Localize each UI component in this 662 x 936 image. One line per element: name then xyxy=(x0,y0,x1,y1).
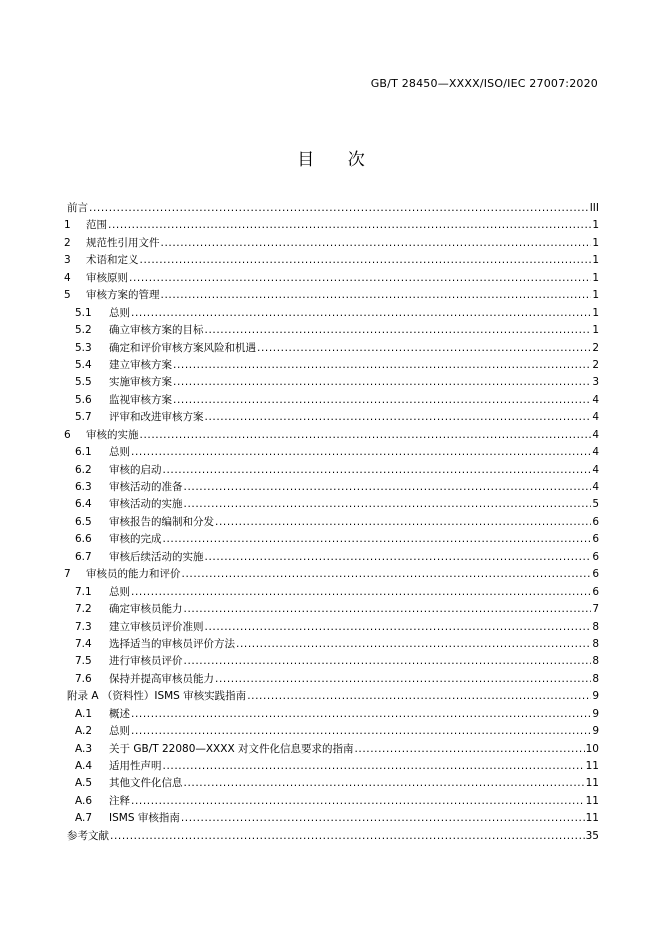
toc-dot-leader xyxy=(247,688,591,705)
toc-entry-label: 审核原则 xyxy=(86,271,128,284)
toc-entry-label: 注释 xyxy=(109,794,130,807)
toc-entry-label: 评审和改进审核方案 xyxy=(109,411,204,424)
toc-entry-page-number: 8 xyxy=(592,655,599,668)
toc-entry[interactable] xyxy=(64,636,599,653)
toc-entry-number: 7.4 xyxy=(75,637,92,650)
toc-entry-number: 7.6 xyxy=(75,672,92,685)
toc-entry[interactable] xyxy=(64,200,599,217)
toc-dot-leader xyxy=(129,270,591,287)
toc-entry-page-number: 4 xyxy=(592,428,599,441)
toc-entry-number: 6.5 xyxy=(75,515,92,528)
toc-entry-number: 7.2 xyxy=(75,603,92,616)
toc-entry-page-number: 8 xyxy=(592,637,599,650)
toc-entry-number: 2 xyxy=(64,236,71,249)
toc-dot-leader xyxy=(173,357,591,374)
toc-entry-page-number: 4 xyxy=(592,463,599,476)
toc-entry-number: 7.1 xyxy=(75,585,92,598)
toc-entry[interactable] xyxy=(64,427,599,444)
toc-entry-page-number: 2 xyxy=(592,341,599,354)
toc-entry[interactable] xyxy=(64,409,599,426)
toc-entry[interactable] xyxy=(64,287,599,304)
toc-entry[interactable] xyxy=(64,793,599,810)
toc-entry[interactable] xyxy=(64,775,599,792)
toc-entry-page-number: 7 xyxy=(592,603,599,616)
toc-dot-leader xyxy=(205,619,592,636)
toc-entry-page-number: 1 xyxy=(592,324,599,337)
toc-entry-label: 概述 xyxy=(109,707,130,720)
toc-entry[interactable] xyxy=(64,741,599,758)
toc-entry-label: 建立审核员评价准则 xyxy=(109,620,204,633)
toc-entry-label: 审核活动的准备 xyxy=(109,481,183,493)
toc-entry-page-number: 9 xyxy=(592,725,599,738)
toc-dot-leader xyxy=(89,200,589,217)
toc-entry-page-number: III xyxy=(589,202,599,214)
toc-entry[interactable] xyxy=(64,671,599,688)
toc-dot-leader xyxy=(184,653,592,670)
toc-entry-page-number: 8 xyxy=(592,620,599,633)
toc-entry-label: 附录 A （资料性）ISMS 审核实践指南 xyxy=(67,690,247,703)
toc-entry-number: 6.1 xyxy=(75,446,92,459)
toc-dot-leader xyxy=(181,810,585,827)
toc-entry-number: A.4 xyxy=(75,760,93,772)
toc-entry-number: 5.3 xyxy=(75,341,92,354)
toc-entry[interactable] xyxy=(64,688,599,705)
toc-dot-leader xyxy=(140,252,592,269)
toc-entry-page-number: 4 xyxy=(592,481,599,493)
toc-entry-page-number: 1 xyxy=(592,219,599,232)
toc-entry-page-number: 6 xyxy=(592,515,599,528)
toc-entry-number: 6.3 xyxy=(75,481,92,493)
toc-dot-leader xyxy=(205,549,592,566)
toc-entry[interactable] xyxy=(64,828,599,845)
toc-entry-number: 6 xyxy=(64,428,71,441)
document-identifier: GB/T 28450—XXXX/ISO/IEC 27007:2020 xyxy=(370,77,598,90)
toc-dot-leader xyxy=(205,409,592,426)
toc-entry-number: A.5 xyxy=(75,777,93,790)
toc-entry-label: 审核方案的管理 xyxy=(86,289,160,302)
toc-entry-page-number: 1 xyxy=(592,289,599,302)
toc-dot-leader xyxy=(131,444,591,461)
toc-entry-page-number: 4 xyxy=(592,446,599,459)
toc-entry-number: 5.7 xyxy=(75,411,92,424)
toc-entry[interactable] xyxy=(64,653,599,670)
toc-entry-number: 5.6 xyxy=(75,393,92,406)
toc-entry-page-number: 1 xyxy=(592,254,599,267)
toc-entry-label: 审核员的能力和评价 xyxy=(86,568,181,581)
toc-entry-page-number: 1 xyxy=(592,271,599,284)
toc-entry-number: 6.2 xyxy=(75,463,92,476)
toc-entry-label: 保持并提高审核员能力 xyxy=(109,672,214,685)
toc-entry-label: 审核活动的实施 xyxy=(109,498,183,511)
toc-entry-number: 5.2 xyxy=(75,324,92,337)
toc-dot-leader xyxy=(163,531,592,548)
toc-entry-page-number: 11 xyxy=(585,812,599,825)
toc-dot-leader xyxy=(163,462,592,479)
toc-entry-number: 6.6 xyxy=(75,533,92,546)
toc-entry-number: A.3 xyxy=(75,742,93,755)
toc-entry[interactable] xyxy=(64,252,599,269)
toc-entry[interactable] xyxy=(64,549,599,566)
toc-entry-label: 确定和评价审核方案风险和机遇 xyxy=(109,341,256,354)
toc-dot-leader xyxy=(205,322,592,339)
toc-entry[interactable] xyxy=(64,706,599,723)
toc-entry-label: 其他文件化信息 xyxy=(109,777,183,790)
toc-entry[interactable] xyxy=(64,758,599,775)
toc-entry[interactable] xyxy=(64,322,599,339)
toc-entry-page-number: 2 xyxy=(592,358,599,371)
toc-entry[interactable] xyxy=(64,566,599,583)
toc-entry-label: 审核报告的编制和分发 xyxy=(109,515,214,528)
toc-entry-page-number: 10 xyxy=(585,742,599,755)
toc-entry-page-number: 4 xyxy=(592,411,599,424)
toc-entry-page-number: 9 xyxy=(592,707,599,720)
toc-entry[interactable] xyxy=(64,217,599,234)
toc-dot-leader xyxy=(184,775,585,792)
toc-entry[interactable] xyxy=(64,619,599,636)
toc-entry-label: 关于 GB/T 22080—XXXX 对文件化信息要求的指南 xyxy=(109,742,354,755)
toc-entry-page-number: 6 xyxy=(592,568,599,581)
toc-entry-label: 规范性引用文件 xyxy=(86,236,160,249)
toc-dot-leader xyxy=(140,427,592,444)
toc-entry[interactable] xyxy=(64,601,599,618)
toc-entry-page-number: 1 xyxy=(592,306,599,319)
toc-entry[interactable] xyxy=(64,462,599,479)
toc-entry-label: 术语和定义 xyxy=(86,254,139,267)
toc-dot-leader xyxy=(131,584,591,601)
toc-entry-label: 总则 xyxy=(109,446,130,459)
toc-dot-leader xyxy=(215,671,591,688)
toc-entry-number: 4 xyxy=(64,271,71,284)
toc-entry-label: 确定审核员能力 xyxy=(109,603,183,616)
toc-entry[interactable] xyxy=(64,235,599,252)
toc-entry[interactable] xyxy=(64,514,599,531)
toc-entry[interactable] xyxy=(64,584,599,601)
toc-entry[interactable] xyxy=(64,392,599,409)
toc-entry-label: 进行审核员评价 xyxy=(109,655,183,668)
toc-entry[interactable] xyxy=(64,340,599,357)
toc-dot-leader xyxy=(173,374,591,391)
toc-entry-number: 5.4 xyxy=(75,358,92,371)
toc-entry-label: 审核的完成 xyxy=(109,533,162,546)
toc-dot-leader xyxy=(161,235,592,252)
table-of-contents xyxy=(64,200,599,845)
toc-entry[interactable] xyxy=(64,479,599,496)
toc-entry-page-number: 6 xyxy=(592,533,599,546)
toc-entry-label: 前言 xyxy=(67,202,88,214)
toc-dot-leader xyxy=(182,566,592,583)
toc-entry[interactable] xyxy=(64,374,599,391)
toc-entry-number: 7.3 xyxy=(75,620,92,633)
toc-entry-label: 适用性声明 xyxy=(109,760,162,772)
toc-entry-number: 3 xyxy=(64,254,71,267)
toc-entry-page-number: 35 xyxy=(585,829,599,842)
toc-entry[interactable] xyxy=(64,305,599,322)
toc-dot-leader xyxy=(131,305,591,322)
page-title: 目 次 xyxy=(297,150,379,170)
toc-dot-leader xyxy=(131,723,591,740)
toc-entry-label: 选择适当的审核员评价方法 xyxy=(109,637,235,650)
toc-entry-label: 总则 xyxy=(109,306,130,319)
toc-entry-page-number: 3 xyxy=(592,376,599,389)
toc-entry-label: 范围 xyxy=(86,219,107,232)
toc-entry-page-number: 11 xyxy=(585,777,599,790)
toc-entry-label: 监视审核方案 xyxy=(109,393,172,406)
toc-entry-number: 7.5 xyxy=(75,655,92,668)
toc-entry-label: 审核的启动 xyxy=(109,463,162,476)
toc-entry-number: A.6 xyxy=(75,794,93,807)
toc-entry-page-number: 11 xyxy=(585,760,599,772)
toc-entry[interactable] xyxy=(64,496,599,513)
toc-dot-leader xyxy=(131,793,585,810)
toc-entry-number: A.7 xyxy=(75,812,93,825)
toc-entry-page-number: 9 xyxy=(592,690,599,703)
toc-entry-label: 审核的实施 xyxy=(86,428,139,441)
toc-entry-page-number: 6 xyxy=(592,550,599,563)
toc-entry[interactable] xyxy=(64,444,599,461)
toc-entry-page-number: 11 xyxy=(585,794,599,807)
toc-entry-number: A.2 xyxy=(75,725,93,738)
toc-entry-label: 确立审核方案的目标 xyxy=(109,324,204,337)
toc-entry-page-number: 8 xyxy=(592,672,599,685)
toc-entry-label: 建立审核方案 xyxy=(109,358,172,371)
toc-dot-leader xyxy=(108,217,591,234)
toc-entry-label: 总则 xyxy=(109,725,130,738)
toc-dot-leader xyxy=(236,636,591,653)
toc-entry-number: A.1 xyxy=(75,707,93,720)
toc-dot-leader xyxy=(184,601,592,618)
toc-dot-leader xyxy=(131,706,591,723)
toc-entry-page-number: 4 xyxy=(592,393,599,406)
toc-entry-number: 5 xyxy=(64,289,71,302)
toc-entry-label: 参考文献 xyxy=(67,829,109,842)
toc-dot-leader xyxy=(161,287,592,304)
toc-entry-number: 6.4 xyxy=(75,498,92,511)
toc-dot-leader xyxy=(215,514,591,531)
toc-entry[interactable] xyxy=(64,531,599,548)
toc-entry[interactable] xyxy=(64,270,599,287)
toc-entry-label: 实施审核方案 xyxy=(109,376,172,389)
toc-entry-page-number: 6 xyxy=(592,585,599,598)
toc-entry-label: 审核后续活动的实施 xyxy=(109,550,204,563)
toc-dot-leader xyxy=(184,479,592,496)
toc-entry-number: 5.1 xyxy=(75,306,92,319)
toc-dot-leader xyxy=(257,340,591,357)
toc-entry-label: 总则 xyxy=(109,585,130,598)
toc-dot-leader xyxy=(110,828,585,845)
toc-dot-leader xyxy=(354,741,584,758)
toc-entry-number: 1 xyxy=(64,219,71,232)
toc-entry-number: 7 xyxy=(64,568,71,581)
toc-dot-leader xyxy=(173,392,591,409)
toc-entry[interactable] xyxy=(64,723,599,740)
toc-entry-label: ISMS 审核指南 xyxy=(109,812,180,825)
toc-entry-page-number: 1 xyxy=(592,236,599,249)
toc-entry-page-number: 5 xyxy=(592,498,599,511)
toc-entry-number: 6.7 xyxy=(75,550,92,563)
toc-dot-leader xyxy=(163,758,585,775)
toc-entry-number: 5.5 xyxy=(75,376,92,389)
toc-entry[interactable] xyxy=(64,357,599,374)
toc-dot-leader xyxy=(184,496,592,513)
toc-entry[interactable] xyxy=(64,810,599,827)
